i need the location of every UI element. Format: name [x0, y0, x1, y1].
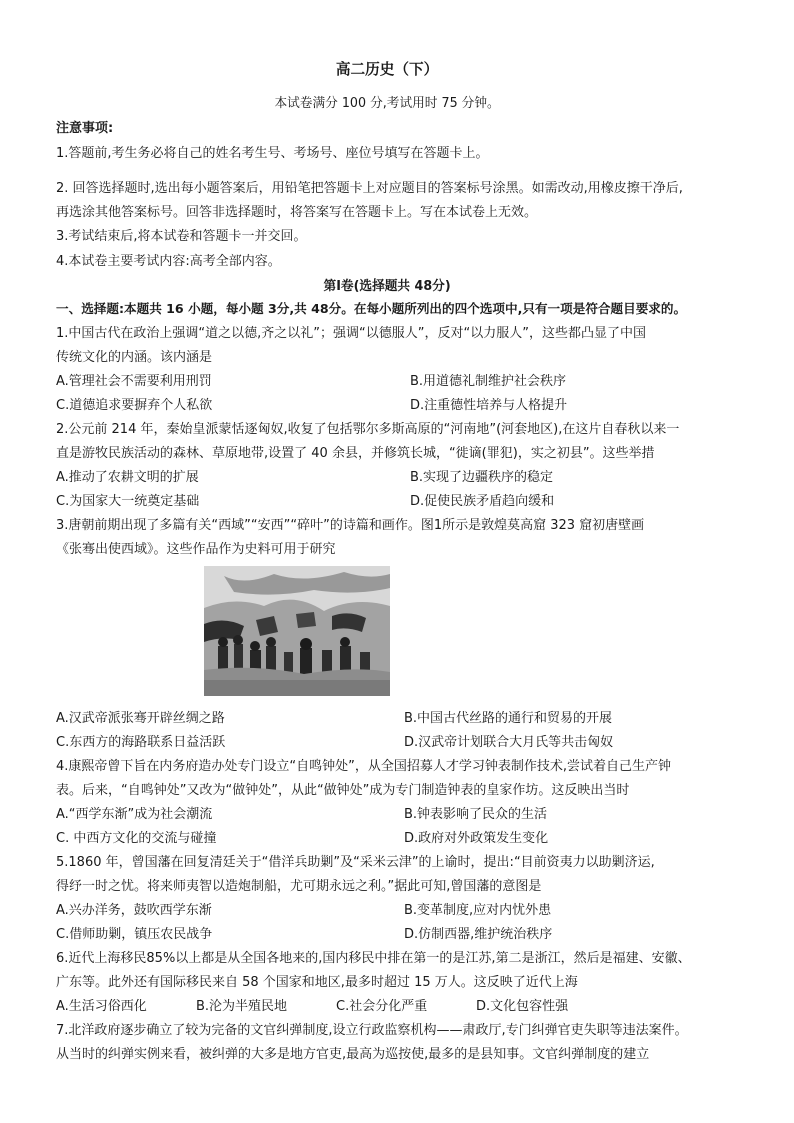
question-2-stem: 2.公元前 214 年，秦始皇派蒙恬逐匈奴,收复了包括鄂尔多斯高原的“河南地”(河套地区),在这片自春秋以来一 — [56, 422, 680, 437]
question-3-option-d[interactable]: D.汉武帝计划联合大月氏等共击匈奴 — [404, 735, 614, 750]
mural-image — [204, 566, 390, 696]
question-2-option-b[interactable]: B.实现了边疆秩序的稳定 — [410, 470, 554, 485]
question-6-option-d[interactable]: D.文化包容性强 — [476, 999, 569, 1014]
question-5-option-c[interactable]: C.借师助剿，镇压农民战争 — [56, 927, 213, 942]
question-1-option-b[interactable]: B.用道德礼制维护社会秩序 — [410, 374, 567, 389]
question-1-stem: 1.中国古代在政治上强调“道之以德,齐之以礼”；强调“以德服人”，反对“以力服人”，这些都凸显了中国 — [56, 326, 646, 341]
question-1-option-d[interactable]: D.注重德性培养与人格提升 — [410, 398, 568, 413]
exam-title: 高二历史（下） — [335, 60, 439, 78]
note-item: 2. 回答选择题时,选出每小题答案后，用铅笔把答题卡上对应题目的答案标号涂黑。如需改动,用橡皮擦干净后, — [56, 181, 683, 196]
notes-heading: 注意事项: — [56, 121, 114, 136]
question-2-option-d[interactable]: D.促使民族矛盾趋向缓和 — [410, 494, 555, 509]
question-6-stem: 6.近代上海移民85%以上都是从全国各地来的,国内移民中排在第一的是江苏,第二是浙江，然后是福建、安徽、 — [56, 951, 691, 966]
question-7-stem: 从当时的纠弹实例来看，被纠弹的大多是地方官吏,最高为巡按使,最多的是县知事。文官纠弹制度的建立 — [56, 1047, 650, 1062]
question-3-option-b[interactable]: B.中国古代丝路的通行和贸易的开展 — [404, 711, 613, 726]
question-4-option-d[interactable]: D.政府对外政策发生变化 — [404, 831, 549, 846]
question-1-option-a[interactable]: A.管理社会不需要利用刑罚 — [56, 374, 212, 389]
note-item: 3.考试结束后,将本试卷和答题卡一并交回。 — [56, 229, 307, 244]
question-5-stem: 5.1860 年，曾国藩在回复清廷关于“借洋兵助剿”及“采米云津”的上谕时，提出:“目前资夷力以助剿济运, — [56, 855, 655, 870]
question-2-option-c[interactable]: C.为国家大一统奠定基础 — [56, 494, 200, 509]
question-6-stem: 广东等。此外还有国际移民来自 58 个国家和地区,最多时超过 15 万人。这反映了近代上海 — [56, 975, 578, 990]
question-4-option-b[interactable]: B.钟表影响了民众的生活 — [404, 807, 548, 822]
question-2-stem: 直是游牧民族活动的森林、草原地带,设置了 40 余县，并修筑长城，“徙谪(罪犯)，实之初县”。这些举措 — [56, 446, 655, 461]
question-4-option-a[interactable]: A.“西学东渐”成为社会潮流 — [56, 807, 213, 822]
note-item: 4.本试卷主要考试内容:高考全部内容。 — [56, 254, 281, 269]
question-5-stem: 得纾一时之忧。将来师夷智以造炮制船，尤可期永远之利。”据此可知,曾国藩的意图是 — [56, 879, 542, 894]
question-3-option-a[interactable]: A.汉武帝派张骞开辟丝绸之路 — [56, 711, 225, 726]
question-1-option-c[interactable]: C.道德追求要摒弃个人私欲 — [56, 398, 213, 413]
question-3-option-c[interactable]: C.东西方的海路联系日益活跃 — [56, 735, 226, 750]
section-title: 第Ⅰ卷(选择题共 48分) — [323, 279, 451, 294]
question-2-option-a[interactable]: A.推动了农耕文明的扩展 — [56, 470, 199, 485]
mural-figure — [204, 566, 390, 696]
question-6-option-b[interactable]: B.沦为半殖民地 — [196, 999, 288, 1014]
question-4-option-c[interactable]: C. 中西方文化的交流与碰撞 — [56, 831, 217, 846]
note-item: 再选涂其他答案标号。回答非选择题时，将答案写在答题卡上。写在本试卷上无效。 — [56, 205, 538, 220]
question-5-option-b[interactable]: B.变革制度,应对内忧外患 — [404, 903, 552, 918]
question-6-option-c[interactable]: C.社会分化严重 — [336, 999, 428, 1014]
question-3-stem: 3.唐朝前期出现了多篇有关“西域”“安西”“碎叶”的诗篇和画作。图1所示是敦煌莫高窟 323 窟初唐壁画 — [56, 518, 645, 533]
question-5-option-d[interactable]: D.仿制西器,维护统治秩序 — [404, 927, 553, 942]
exam-subtitle: 本试卷满分 100 分,考试用时 75 分钟。 — [274, 96, 500, 111]
question-4-stem: 4.康熙帝曾下旨在内务府造办处专门设立“自鸣钟处”，从全国招募人才学习钟表制作技术,尝试着自己生产钟 — [56, 759, 672, 774]
question-4-stem: 表。后来，“自鸣钟处”又改为“做钟处”，从此“做钟处”成为专门制造钟表的皇家作坊。这反映出当时 — [56, 783, 630, 798]
question-7-stem: 7.北洋政府逐步确立了较为完备的文官纠弹制度,设立行政监察机构——肃政厅,专门纠弹官吏失职等违法案件。 — [56, 1023, 688, 1038]
section-instruction: 一、选择题:本题共 16 小题，每小题 3分,共 48分。在每小题所列出的四个选项中,只有一项是符合题目要求的。 — [56, 301, 687, 316]
question-6-option-a[interactable]: A.生活习俗西化 — [56, 999, 147, 1014]
question-1-stem: 传统文化的内涵。该内涵是 — [56, 350, 213, 365]
note-item: 1.答题前,考生务必将自己的姓名考生号、考场号、座位号填写在答题卡上。 — [56, 146, 489, 161]
question-5-option-a[interactable]: A.兴办洋务，鼓吹西学东渐 — [56, 903, 212, 918]
question-3-stem: 《张骞出使西域》。这些作品作为史料可用于研究 — [56, 542, 336, 557]
